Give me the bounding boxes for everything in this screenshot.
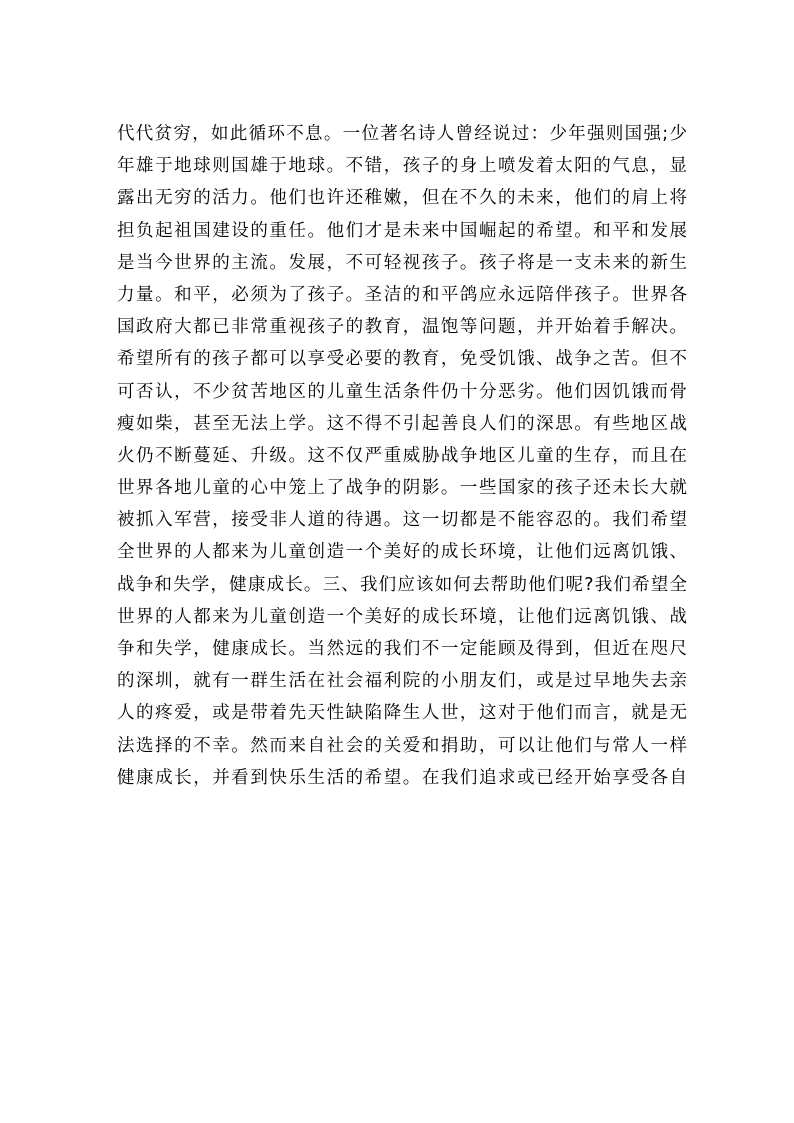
text-line: 争和失学，健康成长。当然远的我们不一定能顾及得到，但近在咫尺 bbox=[117, 639, 687, 659]
text-line: 露出无穷的活力。他们也许还稚嫩，但在不久的未来，他们的肩上将 bbox=[117, 188, 687, 209]
text-line: 担负起祖国建设的重任。他们才是未来中国崛起的希望。和平和发展 bbox=[117, 220, 687, 241]
text-line: 被抓入军营，接受非人道的待遇。这一切都是不能容忍的。我们希望 bbox=[117, 510, 687, 531]
text-line: 全世界的人都来为儿童创造一个美好的成长环境，让他们远离饥饿、 bbox=[117, 542, 687, 563]
text-line: 力量。和平，必须为了孩子。圣洁的和平鸽应永远陪伴孩子。世界各 bbox=[117, 284, 687, 305]
text-line: 国政府大都已非常重视孩子的教育，温饱等问题，并开始着手解决。 bbox=[117, 317, 687, 338]
text-line: 年雄于地球则国雄于地球。不错，孩子的身上喷发着太阳的气息，显 bbox=[117, 156, 687, 177]
text-line: 世界各地儿童的心中笼上了战争的阴影。一些国家的孩子还未长大就 bbox=[117, 478, 687, 499]
text-line: 是当今世界的主流。发展，不可轻视孩子。孩子将是一支未来的新生 bbox=[117, 252, 687, 273]
text-line: 世界的人都来为儿童创造一个美好的成长环境，让他们远离饥饿、战 bbox=[117, 606, 687, 627]
text-line: 瘦如柴，甚至无法上学。这不得不引起善良人们的深思。有些地区战 bbox=[117, 413, 687, 434]
text-line: 可否认，不少贫苦地区的儿童生活条件仍十分恶劣。他们因饥饿而骨 bbox=[117, 381, 687, 402]
text-line: 战争和失学，健康成长。三、我们应该如何去帮助他们呢?我们希望全 bbox=[117, 574, 687, 595]
text-line: 健康成长，并看到快乐生活的希望。在我们追求或已经开始享受各自 bbox=[117, 767, 687, 788]
text-line: 希望所有的孩子都可以享受必要的教育，免受饥饿、战争之苦。但不 bbox=[117, 349, 687, 370]
text-line: 的深圳，就有一群生活在社会福利院的小朋友们，或是过早地失去亲 bbox=[117, 671, 687, 692]
body-text bbox=[117, 118, 687, 794]
text-line: 代代贫穷，如此循环不息。一位著名诗人曾经说过：少年强则国强;少 bbox=[117, 124, 687, 144]
text-line: 人的疼爱，或是带着先天性缺陷降生人世，这对于他们而言，就是无 bbox=[117, 703, 687, 724]
text-line: 火仍不断蔓延、升级。这不仅严重威胁战争地区儿童的生存，而且在 bbox=[117, 445, 687, 466]
text-line: 法选择的不幸。然而来自社会的关爱和捐助，可以让他们与常人一样 bbox=[117, 735, 687, 756]
